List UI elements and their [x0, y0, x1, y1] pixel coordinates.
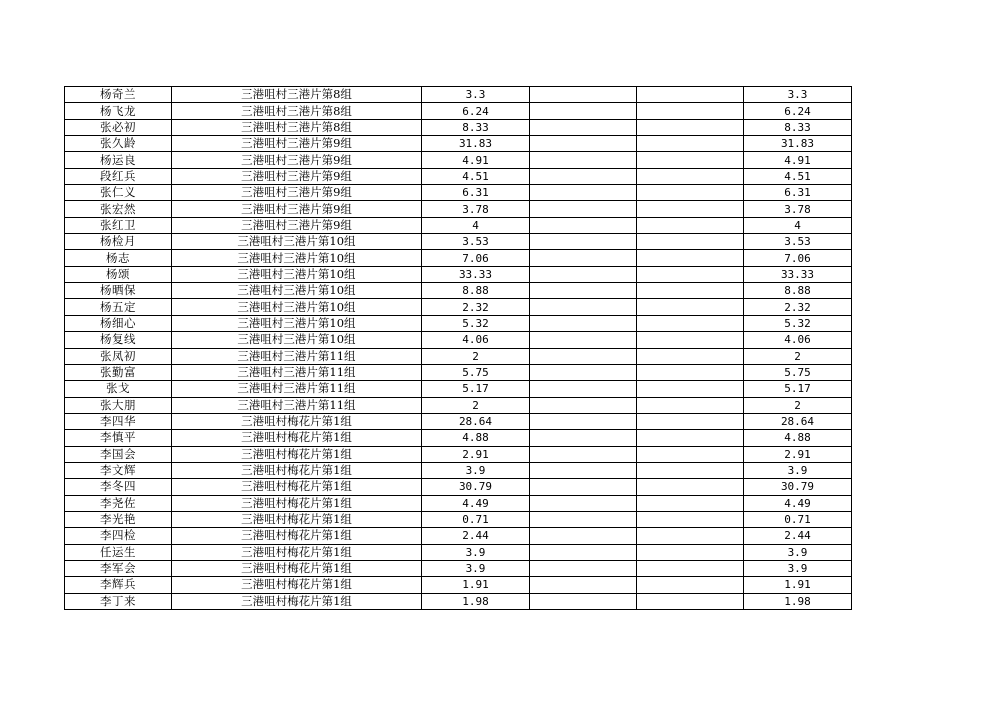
- cell-address: 三港咀村三港片第9组: [172, 201, 422, 217]
- cell-empty: [530, 495, 637, 511]
- table-row: [65, 528, 852, 544]
- cell-empty: [530, 348, 637, 364]
- cell-empty: [637, 560, 744, 576]
- cell-address: 三港咀村三港片第11组: [172, 348, 422, 364]
- table-row: [65, 185, 852, 201]
- cell-area: 4.88: [422, 430, 530, 446]
- cell-area: 0.71: [422, 511, 530, 527]
- cell-total: 2.44: [744, 528, 852, 544]
- table-row: [65, 397, 852, 413]
- cell-total: 3.78: [744, 201, 852, 217]
- table-row: [65, 462, 852, 478]
- cell-name: 张勤富: [65, 364, 172, 380]
- cell-area: 4.06: [422, 332, 530, 348]
- table-row: [65, 430, 852, 446]
- cell-total: 4.88: [744, 430, 852, 446]
- cell-area: 2.32: [422, 299, 530, 315]
- table-row: [65, 381, 852, 397]
- cell-empty: [530, 364, 637, 380]
- cell-empty: [637, 152, 744, 168]
- table-row: [65, 544, 852, 560]
- cell-area: 3.53: [422, 234, 530, 250]
- cell-name: 张戈: [65, 381, 172, 397]
- cell-empty: [637, 266, 744, 282]
- cell-area: 2.91: [422, 446, 530, 462]
- cell-name: 杨五定: [65, 299, 172, 315]
- cell-name: 张大朋: [65, 397, 172, 413]
- cell-address: 三港咀村三港片第8组: [172, 103, 422, 119]
- cell-empty: [530, 511, 637, 527]
- cell-empty: [637, 397, 744, 413]
- cell-total: 1.91: [744, 577, 852, 593]
- cell-empty: [637, 234, 744, 250]
- cell-name: 李四华: [65, 413, 172, 429]
- cell-total: 5.17: [744, 381, 852, 397]
- cell-empty: [637, 87, 744, 103]
- table-row: [65, 332, 852, 348]
- cell-empty: [530, 119, 637, 135]
- cell-area: 2: [422, 397, 530, 413]
- cell-empty: [530, 577, 637, 593]
- cell-address: 三港咀村三港片第10组: [172, 315, 422, 331]
- cell-empty: [530, 528, 637, 544]
- cell-address: 三港咀村三港片第10组: [172, 332, 422, 348]
- cell-empty: [637, 446, 744, 462]
- cell-empty: [530, 413, 637, 429]
- table-row: [65, 413, 852, 429]
- cell-area: 2.44: [422, 528, 530, 544]
- cell-empty: [637, 136, 744, 152]
- cell-address: 三港咀村梅花片第1组: [172, 495, 422, 511]
- cell-empty: [530, 266, 637, 282]
- cell-name: 张必初: [65, 119, 172, 135]
- cell-total: 28.64: [744, 413, 852, 429]
- cell-empty: [530, 593, 637, 609]
- table-row: [65, 201, 852, 217]
- table-row: [65, 283, 852, 299]
- cell-address: 三港咀村三港片第10组: [172, 283, 422, 299]
- cell-name: 李慎平: [65, 430, 172, 446]
- cell-empty: [530, 283, 637, 299]
- cell-empty: [530, 168, 637, 184]
- cell-area: 8.33: [422, 119, 530, 135]
- cell-address: 三港咀村梅花片第1组: [172, 430, 422, 446]
- cell-area: 7.06: [422, 250, 530, 266]
- cell-empty: [637, 577, 744, 593]
- cell-total: 3.53: [744, 234, 852, 250]
- table-row: [65, 511, 852, 527]
- cell-area: 6.24: [422, 103, 530, 119]
- cell-address: 三港咀村梅花片第1组: [172, 577, 422, 593]
- cell-empty: [530, 234, 637, 250]
- cell-address: 三港咀村梅花片第1组: [172, 560, 422, 576]
- cell-empty: [637, 250, 744, 266]
- cell-empty: [637, 462, 744, 478]
- cell-name: 杨检月: [65, 234, 172, 250]
- cell-empty: [530, 250, 637, 266]
- cell-name: 李尧佐: [65, 495, 172, 511]
- cell-total: 2: [744, 348, 852, 364]
- cell-total: 31.83: [744, 136, 852, 152]
- cell-empty: [637, 217, 744, 233]
- cell-address: 三港咀村三港片第10组: [172, 299, 422, 315]
- cell-empty: [530, 397, 637, 413]
- cell-area: 5.17: [422, 381, 530, 397]
- cell-address: 三港咀村三港片第9组: [172, 217, 422, 233]
- cell-name: 张宏然: [65, 201, 172, 217]
- cell-address: 三港咀村梅花片第1组: [172, 413, 422, 429]
- table-row: [65, 87, 852, 103]
- cell-name: 张凤初: [65, 348, 172, 364]
- cell-total: 4.06: [744, 332, 852, 348]
- cell-empty: [637, 511, 744, 527]
- cell-empty: [530, 479, 637, 495]
- cell-total: 4.49: [744, 495, 852, 511]
- table-row: [65, 560, 852, 576]
- table-row: [65, 103, 852, 119]
- table-body: [65, 87, 852, 610]
- table-row: [65, 315, 852, 331]
- cell-area: 3.9: [422, 462, 530, 478]
- cell-address: 三港咀村三港片第11组: [172, 397, 422, 413]
- cell-name: 杨运良: [65, 152, 172, 168]
- cell-empty: [637, 283, 744, 299]
- cell-empty: [530, 87, 637, 103]
- table-row: [65, 266, 852, 282]
- cell-total: 6.24: [744, 103, 852, 119]
- cell-name: 李国会: [65, 446, 172, 462]
- cell-empty: [530, 201, 637, 217]
- cell-address: 三港咀村梅花片第1组: [172, 528, 422, 544]
- cell-name: 张久龄: [65, 136, 172, 152]
- cell-name: 李军会: [65, 560, 172, 576]
- table-row: [65, 234, 852, 250]
- cell-total: 33.33: [744, 266, 852, 282]
- cell-name: 李冬四: [65, 479, 172, 495]
- cell-address: 三港咀村三港片第9组: [172, 136, 422, 152]
- cell-empty: [530, 217, 637, 233]
- table-row: [65, 217, 852, 233]
- cell-empty: [637, 544, 744, 560]
- cell-empty: [637, 185, 744, 201]
- cell-name: 张红卫: [65, 217, 172, 233]
- cell-total: 8.88: [744, 283, 852, 299]
- cell-address: 三港咀村梅花片第1组: [172, 479, 422, 495]
- cell-empty: [637, 332, 744, 348]
- cell-area: 33.33: [422, 266, 530, 282]
- cell-total: 5.32: [744, 315, 852, 331]
- table-row: [65, 119, 852, 135]
- table-row: [65, 168, 852, 184]
- cell-name: 杨晒保: [65, 283, 172, 299]
- cell-address: 三港咀村三港片第11组: [172, 364, 422, 380]
- cell-area: 3.9: [422, 560, 530, 576]
- cell-empty: [637, 348, 744, 364]
- cell-name: 张仁义: [65, 185, 172, 201]
- cell-address: 三港咀村三港片第9组: [172, 185, 422, 201]
- cell-name: 杨颂: [65, 266, 172, 282]
- cell-name: 杨飞龙: [65, 103, 172, 119]
- cell-empty: [637, 119, 744, 135]
- cell-address: 三港咀村梅花片第1组: [172, 446, 422, 462]
- cell-total: 4.91: [744, 152, 852, 168]
- cell-empty: [637, 315, 744, 331]
- cell-empty: [637, 168, 744, 184]
- table-row: [65, 446, 852, 462]
- cell-name: 杨奇兰: [65, 87, 172, 103]
- cell-name: 杨细心: [65, 315, 172, 331]
- cell-name: 杨复线: [65, 332, 172, 348]
- cell-area: 3.9: [422, 544, 530, 560]
- cell-total: 3.9: [744, 462, 852, 478]
- cell-area: 4: [422, 217, 530, 233]
- cell-area: 30.79: [422, 479, 530, 495]
- cell-empty: [530, 315, 637, 331]
- cell-name: 李四检: [65, 528, 172, 544]
- cell-empty: [530, 152, 637, 168]
- cell-empty: [530, 560, 637, 576]
- cell-total: 0.71: [744, 511, 852, 527]
- cell-name: 任运生: [65, 544, 172, 560]
- cell-total: 3.3: [744, 87, 852, 103]
- cell-total: 3.9: [744, 560, 852, 576]
- cell-empty: [637, 299, 744, 315]
- table-row: [65, 364, 852, 380]
- table-row: [65, 348, 852, 364]
- cell-empty: [530, 381, 637, 397]
- cell-name: 段红兵: [65, 168, 172, 184]
- cell-total: 4.51: [744, 168, 852, 184]
- cell-empty: [637, 479, 744, 495]
- cell-name: 李辉兵: [65, 577, 172, 593]
- cell-name: 杨志: [65, 250, 172, 266]
- cell-empty: [637, 103, 744, 119]
- cell-area: 2: [422, 348, 530, 364]
- cell-area: 31.83: [422, 136, 530, 152]
- cell-empty: [530, 185, 637, 201]
- cell-empty: [530, 332, 637, 348]
- table-row: [65, 495, 852, 511]
- cell-address: 三港咀村三港片第9组: [172, 152, 422, 168]
- cell-total: 8.33: [744, 119, 852, 135]
- cell-area: 4.91: [422, 152, 530, 168]
- cell-address: 三港咀村三港片第10组: [172, 234, 422, 250]
- cell-empty: [637, 413, 744, 429]
- cell-area: 6.31: [422, 185, 530, 201]
- cell-total: 7.06: [744, 250, 852, 266]
- cell-total: 4: [744, 217, 852, 233]
- cell-address: 三港咀村梅花片第1组: [172, 511, 422, 527]
- cell-name: 李光艳: [65, 511, 172, 527]
- cell-empty: [530, 544, 637, 560]
- cell-address: 三港咀村三港片第10组: [172, 266, 422, 282]
- cell-area: 5.32: [422, 315, 530, 331]
- cell-area: 4.49: [422, 495, 530, 511]
- cell-total: 3.9: [744, 544, 852, 560]
- cell-total: 6.31: [744, 185, 852, 201]
- cell-empty: [530, 446, 637, 462]
- table-row: [65, 250, 852, 266]
- table-row: [65, 152, 852, 168]
- cell-total: 1.98: [744, 593, 852, 609]
- cell-area: 1.98: [422, 593, 530, 609]
- cell-total: 5.75: [744, 364, 852, 380]
- cell-area: 5.75: [422, 364, 530, 380]
- cell-address: 三港咀村三港片第10组: [172, 250, 422, 266]
- cell-area: 3.78: [422, 201, 530, 217]
- cell-address: 三港咀村梅花片第1组: [172, 544, 422, 560]
- cell-address: 三港咀村三港片第11组: [172, 381, 422, 397]
- cell-total: 2.32: [744, 299, 852, 315]
- cell-address: 三港咀村梅花片第1组: [172, 593, 422, 609]
- cell-address: 三港咀村三港片第8组: [172, 87, 422, 103]
- cell-total: 30.79: [744, 479, 852, 495]
- cell-empty: [530, 103, 637, 119]
- cell-empty: [637, 201, 744, 217]
- cell-empty: [637, 593, 744, 609]
- cell-address: 三港咀村梅花片第1组: [172, 462, 422, 478]
- cell-name: 李文辉: [65, 462, 172, 478]
- cell-empty: [637, 528, 744, 544]
- cell-total: 2: [744, 397, 852, 413]
- cell-empty: [637, 364, 744, 380]
- table-row: [65, 479, 852, 495]
- cell-empty: [530, 136, 637, 152]
- cell-area: 4.51: [422, 168, 530, 184]
- table-row: [65, 299, 852, 315]
- cell-empty: [530, 430, 637, 446]
- table-row: [65, 136, 852, 152]
- cell-empty: [530, 299, 637, 315]
- cell-area: 3.3: [422, 87, 530, 103]
- cell-empty: [637, 495, 744, 511]
- cell-area: 28.64: [422, 413, 530, 429]
- data-table: [64, 86, 852, 610]
- table-row: [65, 577, 852, 593]
- cell-area: 1.91: [422, 577, 530, 593]
- table-row: [65, 593, 852, 609]
- cell-empty: [530, 462, 637, 478]
- cell-total: 2.91: [744, 446, 852, 462]
- cell-name: 李丁来: [65, 593, 172, 609]
- cell-empty: [637, 381, 744, 397]
- cell-empty: [637, 430, 744, 446]
- cell-address: 三港咀村三港片第8组: [172, 119, 422, 135]
- cell-address: 三港咀村三港片第9组: [172, 168, 422, 184]
- cell-area: 8.88: [422, 283, 530, 299]
